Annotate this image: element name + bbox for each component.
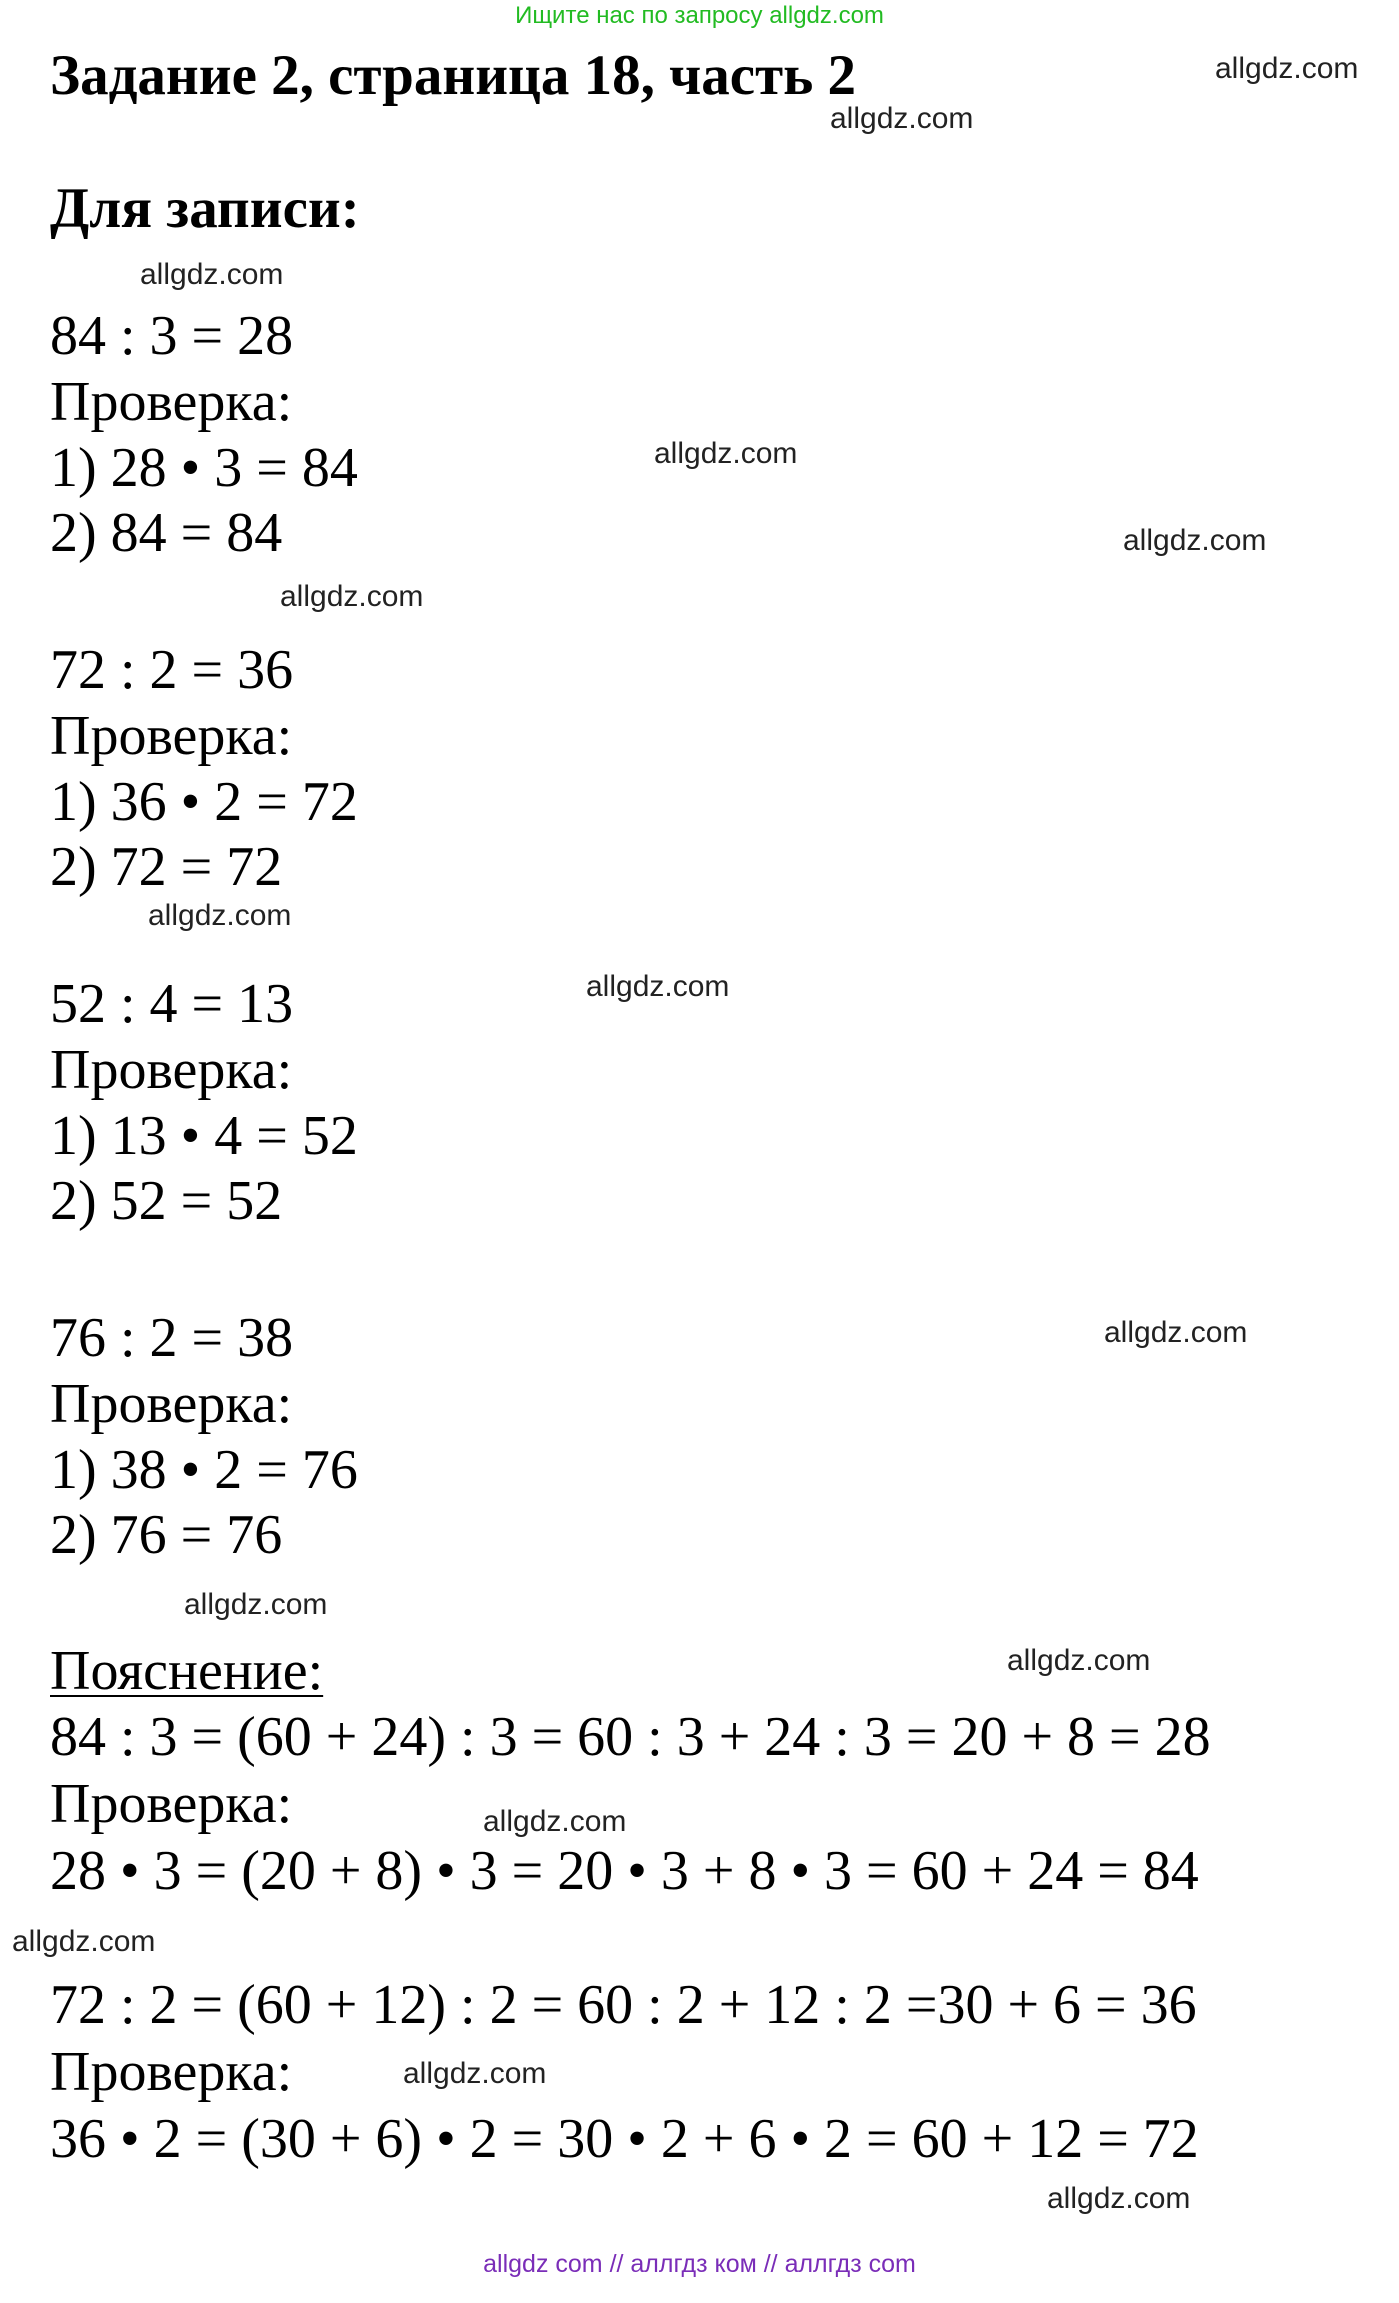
page-title: Задание 2, страница 18, часть 2 (50, 44, 856, 107)
watermark: allgdz.com (403, 2057, 547, 2090)
watermark: allgdz.com (148, 899, 292, 932)
check-step-2-2: 2) 72 = 72 (50, 836, 283, 898)
watermark: allgdz.com (1104, 1316, 1248, 1349)
check-label-4: Проверка: (50, 1373, 293, 1435)
explanation-line-1: 84 : 3 = (60 + 24) : 3 = 60 : 3 + 24 : 3 = 20 + 8 = 28 (50, 1706, 1211, 1768)
watermark: allgdz.com (184, 1588, 328, 1621)
check-step-2-1: 1) 36 • 2 = 72 (50, 771, 358, 833)
check-step-1-2: 2) 84 = 84 (50, 502, 283, 564)
equation-2: 72 : 2 = 36 (50, 639, 294, 701)
watermark: allgdz.com (1123, 524, 1267, 557)
watermark: allgdz.com (483, 1805, 627, 1838)
equation-4: 76 : 2 = 38 (50, 1307, 294, 1369)
watermark: allgdz.com (280, 580, 424, 613)
equation-1: 84 : 3 = 28 (50, 305, 294, 367)
explanation-check-label-2: Проверка: (50, 2041, 293, 2103)
top-banner: Ищите нас по запросу allgdz.com (515, 2, 884, 29)
explanation-check-label-1: Проверка: (50, 1773, 293, 1835)
watermark: allgdz.com (140, 258, 284, 291)
footer-links: allgdz com // аллгдз ком // аллгдз com (483, 2250, 916, 2278)
explanation-line-4: 36 • 2 = (30 + 6) • 2 = 30 • 2 + 6 • 2 = 60 + 12 = 72 (50, 2108, 1199, 2170)
watermark: allgdz.com (654, 437, 798, 470)
check-step-4-1: 1) 38 • 2 = 76 (50, 1439, 358, 1501)
watermark: allgdz.com (830, 102, 974, 135)
equation-3: 52 : 4 = 13 (50, 973, 294, 1035)
watermark: allgdz.com (1007, 1644, 1151, 1677)
check-step-3-2: 2) 52 = 52 (50, 1170, 283, 1232)
explanation-title: Пояснение: (50, 1640, 324, 1702)
check-label-2: Проверка: (50, 705, 293, 767)
check-step-4-2: 2) 76 = 76 (50, 1504, 283, 1566)
check-label-1: Проверка: (50, 371, 293, 433)
section-subtitle: Для записи: (50, 177, 360, 240)
watermark: allgdz.com (586, 970, 730, 1003)
watermark: allgdz.com (1215, 52, 1359, 85)
explanation-line-2: 28 • 3 = (20 + 8) • 3 = 20 • 3 + 8 • 3 = 60 + 24 = 84 (50, 1840, 1199, 1902)
check-step-3-1: 1) 13 • 4 = 52 (50, 1105, 358, 1167)
check-step-1-1: 1) 28 • 3 = 84 (50, 437, 358, 499)
watermark: allgdz.com (1047, 2182, 1191, 2215)
explanation-line-3: 72 : 2 = (60 + 12) : 2 = 60 : 2 + 12 : 2 =30 + 6 = 36 (50, 1974, 1197, 2036)
check-label-3: Проверка: (50, 1039, 293, 1101)
watermark: allgdz.com (12, 1925, 156, 1958)
